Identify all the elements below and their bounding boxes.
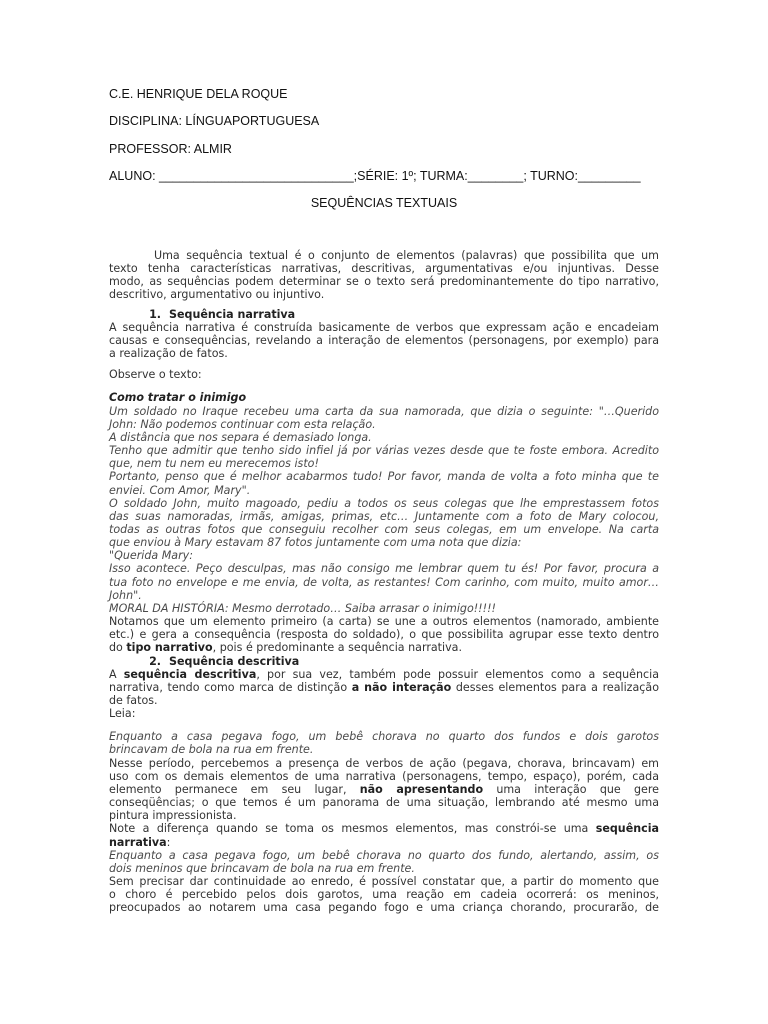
story-moral: MORAL DA HISTÓRIA: Mesmo derrotado… Saiba arrasar o inimigo!!!!! <box>109 601 496 615</box>
paragraph-line: Note a diferença quando se toma os mesmos elementos, mas constrói-se uma sequência <box>109 822 659 836</box>
bold-term: tipo narrativo <box>126 641 213 655</box>
story-line: das suas namoradas, irmãs, amigas, primas, etc… Juntamente com a foto de Mary colocou, <box>109 509 659 523</box>
teacher-line: PROFESSOR: ALMIR <box>109 142 232 156</box>
story-line: John". <box>109 588 142 602</box>
section-heading-descriptive <box>109 655 659 668</box>
section-number: 1. <box>149 307 161 321</box>
section-number: 2. <box>149 654 161 668</box>
bold-term: narrativa <box>109 835 167 849</box>
story-line: enviei. Com Amor, Mary". <box>109 483 251 497</box>
paragraph-line: do tipo narrativo, pois é predominante a sequência narrativa. <box>109 641 462 655</box>
paragraph-line: pintura impressionista. <box>109 809 237 823</box>
story-line: "Querida Mary: <box>109 549 193 563</box>
bold-term: não apresentando <box>359 782 484 796</box>
story-line: Tenho que admitir que tenho sido infiel já por várias vezes desde que te foste embora. Acredito <box>109 444 659 458</box>
intro-line: descritivo, argumentativo ou injuntivo. <box>109 288 325 302</box>
paragraph-line: narrativa, tendo como marca de distinção a não interação desses elementos para a realização <box>109 680 659 694</box>
paragraph-line: A sequência narrativa é construída basicamente de verbos que expressam ação e encadeiam <box>109 320 659 334</box>
story-line: que, nem tu nem eu merecemos isto! <box>109 457 319 471</box>
story-title: Como tratar o inimigo <box>109 391 247 405</box>
student-line: ALUNO: ____________________________;SÉRIE: 1º; TURMA:________; TURNO:_________ <box>109 169 641 183</box>
paragraph-line: etc.) e gera a consequência (resposta do soldado), o que possibilita agrupar esse texto dentro <box>109 628 659 642</box>
story-line: que enviou à Mary estavam 87 fotos juntamente com uma nota que dizia: <box>109 536 522 550</box>
subject-line: DISCIPLINA: LÍNGUAPORTUGUESA <box>109 114 320 128</box>
bold-term: sequência <box>595 822 659 836</box>
paragraph-line: causas e consequências, revelando a interação de elementos (personagens, por exemplo) para <box>109 333 659 347</box>
paragraph-line: a realização de fatos. <box>109 347 228 361</box>
document-title: SEQUÊNCIAS TEXTUAIS <box>310 196 458 210</box>
section-title: Sequência narrativa <box>169 307 296 321</box>
story-line: Isso acontece. Peço desculpas, mas não consigo me lembrar quem tu és! Por favor, procura a <box>109 562 659 576</box>
paragraph-line: conseqüências; o que temos é um panorama de uma situação, lembrando até mesmo uma <box>109 796 659 810</box>
intro-line: Uma sequência textual é o conjunto de elementos (palavras) que possibilita que um <box>154 249 659 262</box>
bold-term: sequência descritiva <box>123 667 257 681</box>
intro-line: texto tenha características narrativas, descritivas, argumentativas e/ou injuntivas. Desse <box>109 262 659 276</box>
bold-term: a não interação <box>351 680 452 694</box>
document-body <box>109 249 659 915</box>
observe-label: Observe o texto: <box>109 368 202 382</box>
section-heading-narrative <box>109 308 659 321</box>
leia-label: Leia: <box>109 707 136 721</box>
example-line: Enquanto a casa pegava fogo, um bebê chorava no quarto dos fundo, alertando, assim, os <box>109 848 659 862</box>
paragraph-line: Notamos que um elemento primeiro (a carta) se une a outros elementos (namorado, ambiente <box>109 615 659 629</box>
story-line: tua foto no envelope e me envia, de volta, as restantes! Com carinho, com muito, muito amor… <box>109 575 659 589</box>
paragraph-line: elemento permanece em seu lugar, não apresentando uma interação que gere <box>109 782 659 796</box>
story-line: Portanto, penso que é melhor acabarmos tudo! Por favor, manda de volta a foto minha que te <box>109 470 659 484</box>
story-line: A distância que nos separa é demasiado longa. <box>109 430 372 444</box>
example-line: Enquanto a casa pegava fogo, um bebê chorava no quarto dos fundos e dois garotos <box>109 730 659 744</box>
example-line: brincavam de bola na rua em frente. <box>109 743 314 757</box>
section-title: Sequência descritiva <box>169 654 300 668</box>
paragraph-line: Sem precisar dar continuidade ao enredo, é possível constatar que, a partir do momento que <box>109 875 659 889</box>
paragraph-line: de fatos. <box>109 694 158 707</box>
story-line: John: Não podemos continuar com esta relação. <box>109 417 376 431</box>
school-name: C.E. HENRIQUE DELA ROQUE <box>109 87 288 101</box>
intro-line: modo, as sequências podem determinar se o texto será predominantemente do tipo narrativo, <box>109 275 659 289</box>
paragraph-line: preocupados ao notarem uma casa pegando fogo e uma criança chorando, procurarão, de <box>109 901 659 915</box>
story-line: O soldado John, muito magoado, pediu a todos os seus colegas que lhe emprestassem fotos <box>109 496 659 510</box>
story-line: todas as outras fotos que conseguiu recolher com seus colegas, em um envelope. Na carta <box>109 522 659 536</box>
paragraph-line: o choro é percebido pelos dois garotos, uma reação em cadeia ocorrerá: os meninos, <box>109 888 659 902</box>
paragraph-line: A sequência descritiva, por sua vez, também pode possuir elementos como a sequência <box>109 667 659 681</box>
paragraph-line: uso com os demais elementos de uma narrativa (personagens, tempo, espaço), porém, cada <box>109 769 659 783</box>
example-line: dois meninos que brincavam de bola na rua em frente. <box>109 861 415 875</box>
paragraph-line: Nesse período, percebemos a presença de verbos de ação (pegava, chorava, brincavam) em <box>109 756 659 770</box>
paragraph-line: narrativa: <box>109 835 171 849</box>
story-line: Um soldado no Iraque recebeu uma carta da sua namorada, que dizia o seguinte: "…Querido <box>109 404 659 418</box>
